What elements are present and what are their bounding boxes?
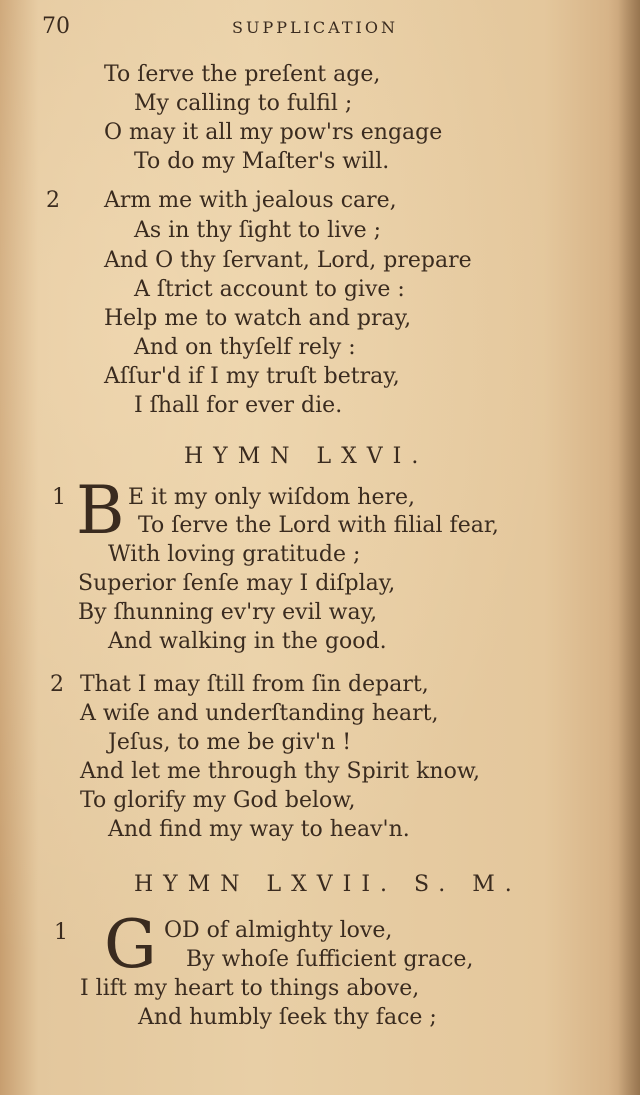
stanza-number: 2 xyxy=(46,188,60,213)
verse-line: Jeſus, to me be giv'n ! xyxy=(108,730,352,755)
verse-line: And find my way to heav'n. xyxy=(108,817,410,842)
verse-line: To do my Maſter's will. xyxy=(134,149,390,174)
stanza-number: 2 xyxy=(50,672,64,697)
verse-line: Arm me with jealous care, xyxy=(104,188,397,213)
hymn-title: HYMN LXVII. S. M. xyxy=(134,872,522,897)
stanza-number: 1 xyxy=(52,485,66,510)
page-edge-shadow xyxy=(618,0,640,1095)
verse-line: I lift my heart to things above, xyxy=(80,976,420,1001)
verse-line: With loving gratitude ; xyxy=(108,542,361,567)
verse-line: OD of almighty love, xyxy=(164,918,393,943)
verse-line: I ſhall for ever die. xyxy=(134,393,343,418)
verse-line: Aſſur'd if I my truſt betray, xyxy=(104,364,400,389)
page-number: 70 xyxy=(42,14,70,39)
verse-line: As in thy ſight to live ; xyxy=(134,218,382,243)
verse-line: And on thyſelf rely : xyxy=(134,335,356,360)
verse-line: By whoſe ſufficient grace, xyxy=(186,947,474,972)
verse-line: My calling to fulfil ; xyxy=(134,91,353,116)
verse-line: And humbly ſeek thy face ; xyxy=(138,1005,437,1030)
verse-line: And let me through thy Spirit know, xyxy=(80,759,481,784)
verse-line: By ſhunning ev'ry evil way, xyxy=(78,600,378,625)
verse-line: E it my only wiſdom here, xyxy=(128,485,415,510)
drop-cap: G xyxy=(104,906,157,983)
hymn-title: HYMN LXVI. xyxy=(184,444,429,469)
verse-line: A wiſe and underſtanding heart, xyxy=(80,701,439,726)
running-title: SUPPLICATION xyxy=(232,18,398,37)
stanza-number: 1 xyxy=(54,920,68,945)
verse-line: That I may ſtill from ſin depart, xyxy=(80,672,429,697)
verse-line: O may it all my pow'rs engage xyxy=(104,120,443,145)
verse-line: A ſtrict account to give : xyxy=(134,277,405,302)
verse-line: To ſerve the Lord with filial fear, xyxy=(138,513,499,538)
verse-line: Help me to watch and pray, xyxy=(104,306,412,331)
verse-line: And walking in the good. xyxy=(108,629,387,654)
verse-line: And O thy ſervant, Lord, prepare xyxy=(104,248,472,273)
verse-line: To glorify my God below, xyxy=(80,788,356,813)
verse-line: To ſerve the preſent age, xyxy=(104,62,381,87)
verse-line: Superior ſenſe may I diſplay, xyxy=(78,571,396,596)
drop-cap: B xyxy=(76,472,125,549)
